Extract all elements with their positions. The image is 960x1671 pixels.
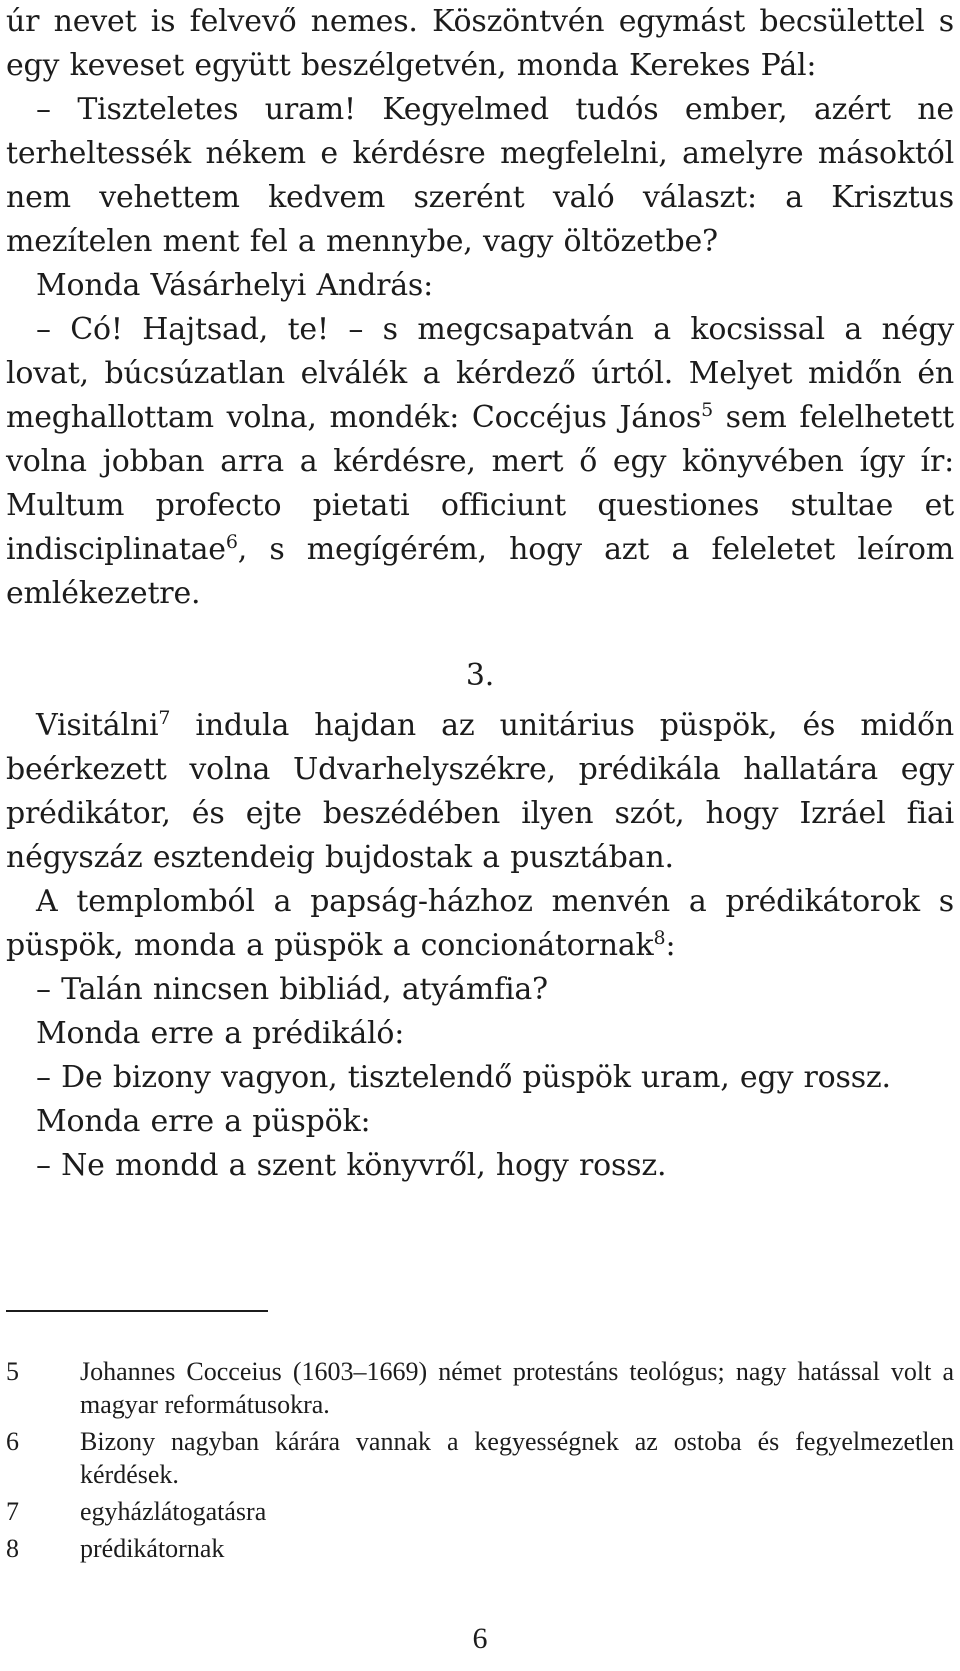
paragraph-text: Monda erre a prédikáló: xyxy=(36,1016,405,1051)
paragraph xyxy=(6,264,954,308)
paragraph xyxy=(6,88,954,264)
paragraph-text: – De bizony vagyon, tisztelendő püspök uram, egy rossz. xyxy=(36,1060,891,1095)
section-number: 3. xyxy=(465,658,495,693)
footnote-number: 7 xyxy=(6,1497,19,1526)
paragraph xyxy=(6,704,954,880)
footnote-ref[interactable]: 7 xyxy=(158,707,171,729)
footnote xyxy=(6,1532,954,1565)
footnote-ref[interactable]: 8 xyxy=(653,927,666,949)
paragraph-text: Monda erre a püspök: xyxy=(36,1104,371,1139)
footnote-ref[interactable]: 6 xyxy=(225,531,238,553)
paragraph-text: – Talán nincsen bibliád, atyámfia? xyxy=(36,972,548,1007)
paragraph-text: Visitálni xyxy=(36,708,159,743)
paragraph xyxy=(6,1012,954,1056)
footnote-number: 6 xyxy=(6,1427,19,1456)
paragraph-text: – Tiszteletes uram! Kegyelmed tudós ember, azért ne terheltessék nékem e kérdésre megfelelni, amelyre másoktól nem vehettem kedvem szerént való választ: a Krisztus mezítelen ment fel a mennybe, vagy öltözetbe? xyxy=(6,92,954,259)
paragraph-text: : xyxy=(665,928,676,963)
footnote-text: Johannes Cocceius (1603–1669) német protestáns teológus; nagy hatással volt a magyar reformátusokra. xyxy=(80,1357,954,1419)
paragraph-text: Monda Vásárhelyi András: xyxy=(36,268,434,303)
paragraph-text: A templomból a papság-házhoz menvén a prédikátorok s püspök, monda a püspök a concionátornak xyxy=(6,884,954,963)
footnote-number: 8 xyxy=(6,1534,19,1563)
paragraph xyxy=(6,880,954,968)
paragraph xyxy=(6,0,954,88)
paragraph xyxy=(6,308,954,616)
paragraph xyxy=(6,1056,954,1100)
paragraph-text: indula hajdan az unitárius püspök, és midőn beérkezett volna Udvarhelyszékre, prédikála hallatára egy prédikátor, és ejte beszédében ilyen szót, hogy Izráel fiai négyszáz esztendeig bujdostak a pusztában. xyxy=(6,708,954,875)
footnotes xyxy=(6,1355,954,1569)
paragraph-text: úr nevet is felvevő nemes. Köszöntvén egymást becsülettel s egy keveset együtt beszélgetvén, monda Kerekes Pál: xyxy=(6,4,954,83)
footnote-text: egyházlátogatásra xyxy=(80,1497,267,1526)
paragraph xyxy=(6,968,954,1012)
footnote xyxy=(6,1355,954,1421)
footnote xyxy=(6,1425,954,1491)
paragraph-text: sem felelhetett volna jobban arra a kérdésre, mert ő egy könyvében így ír: Multum profecto pietati officiunt questiones stultae et indisciplinatae xyxy=(6,400,954,567)
footnote-separator xyxy=(6,1310,268,1312)
paragraph xyxy=(6,1100,954,1144)
footnote-text: prédikátornak xyxy=(80,1534,225,1563)
paragraph-text: , s megígérém, hogy azt a feleletet leírom emlékezetre. xyxy=(6,532,954,611)
paragraph-text: – Ne mondd a szent könyvről, hogy rossz. xyxy=(36,1148,667,1183)
footnote-ref[interactable]: 5 xyxy=(701,399,713,421)
page xyxy=(6,0,954,1655)
footnote xyxy=(6,1495,954,1528)
paragraph xyxy=(6,1144,954,1188)
body-text xyxy=(6,0,954,1188)
paragraph-text: – Có! Hajtsad, te! – s megcsapatván a kocsissal a négy lovat, búcsúzatlan elválék a kérdező úrtól. Melyet midőn én meghallottam volna, mondék: Coccéjus János xyxy=(6,312,954,435)
footnote-number: 5 xyxy=(6,1357,19,1386)
footnote-text: Bizony nagyban kárára vannak a kegyességnek az ostoba és fegyelmezetlen kérdések. xyxy=(80,1427,954,1489)
page-number: 6 xyxy=(472,1622,488,1655)
